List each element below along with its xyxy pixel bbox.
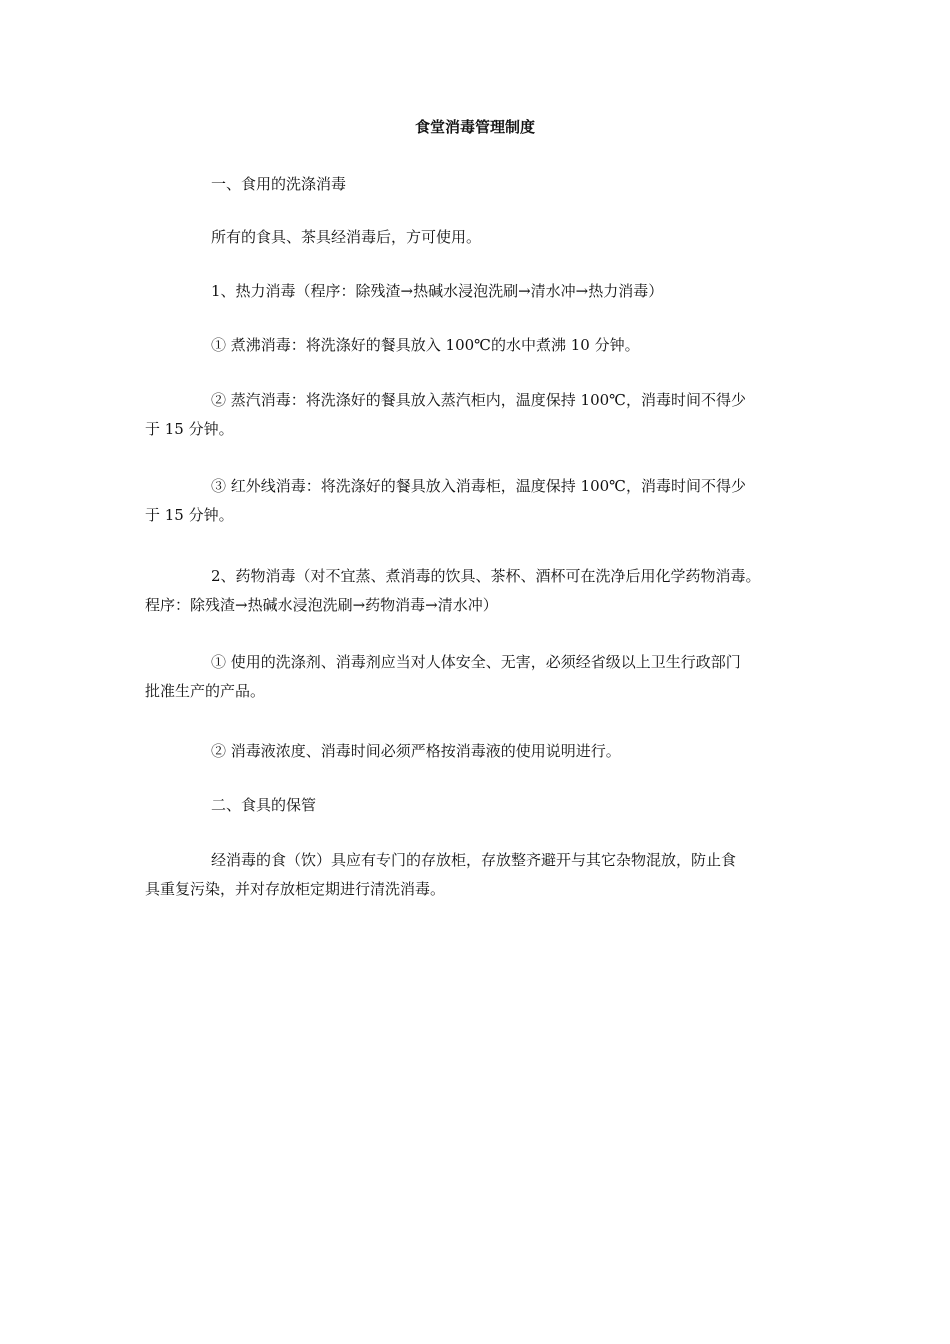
paragraph-intro bbox=[145, 223, 815, 252]
paragraph-heat-disinfection bbox=[145, 277, 815, 306]
paragraph-line: 1、热力消毒（程序：除残渣→热碱水浸泡洗刷→清水冲→热力消毒） bbox=[211, 282, 664, 300]
paragraph-steam bbox=[145, 386, 815, 444]
section-heading-1 bbox=[145, 170, 815, 199]
paragraph-detergent bbox=[145, 648, 815, 706]
paragraph-storage bbox=[145, 846, 815, 904]
paragraph-line: 2、药物消毒（对不宜蒸、煮消毒的饮具、茶杯、酒杯可在洗净后用化学药物消毒。 bbox=[211, 567, 761, 585]
paragraph-line: 程序：除残渣→热碱水浸泡洗刷→药物消毒→清水冲） bbox=[145, 596, 498, 614]
paragraph-concentration bbox=[145, 737, 815, 766]
paragraph-boiling bbox=[145, 331, 815, 360]
paragraph-line: 一、食用的洗涤消毒 bbox=[211, 175, 347, 193]
paragraph-line: 于 15 分钟。 bbox=[145, 420, 234, 438]
paragraph-line: 于 15 分钟。 bbox=[145, 506, 234, 524]
paragraph-line: ② 蒸汽消毒：将洗涤好的餐具放入蒸汽柜内，温度保持 100℃，消毒时间不得少 bbox=[211, 391, 746, 409]
paragraph-line: ① 使用的洗涤剂、消毒剂应当对人体安全、无害，必须经省级以上卫生行政部门 bbox=[211, 653, 741, 671]
section-heading-2 bbox=[145, 791, 815, 820]
paragraph-line: 批准生产的产品。 bbox=[145, 682, 266, 700]
paragraph-line: 所有的食具、茶具经消毒后，方可使用。 bbox=[211, 228, 482, 246]
paragraph-line: ① 煮沸消毒：将洗涤好的餐具放入 100℃的水中煮沸 10 分钟。 bbox=[211, 336, 640, 354]
paragraph-infrared bbox=[145, 472, 815, 530]
paragraph-line: 经消毒的食（饮）具应有专门的存放柜，存放整齐避开与其它杂物混放，防止食 bbox=[211, 851, 737, 869]
paragraph-line: ③ 红外线消毒：将洗涤好的餐具放入消毒柜，温度保持 100℃，消毒时间不得少 bbox=[211, 477, 746, 495]
paragraph-line: 具重复污染，并对存放柜定期进行清洗消毒。 bbox=[145, 880, 446, 898]
paragraph-chemical-disinfection bbox=[145, 562, 825, 620]
paragraph-line: ② 消毒液浓度、消毒时间必须严格按消毒液的使用说明进行。 bbox=[211, 742, 621, 760]
paragraph-line: 二、食具的保管 bbox=[211, 796, 317, 814]
document-title: 食堂消毒管理制度 bbox=[414, 118, 535, 136]
